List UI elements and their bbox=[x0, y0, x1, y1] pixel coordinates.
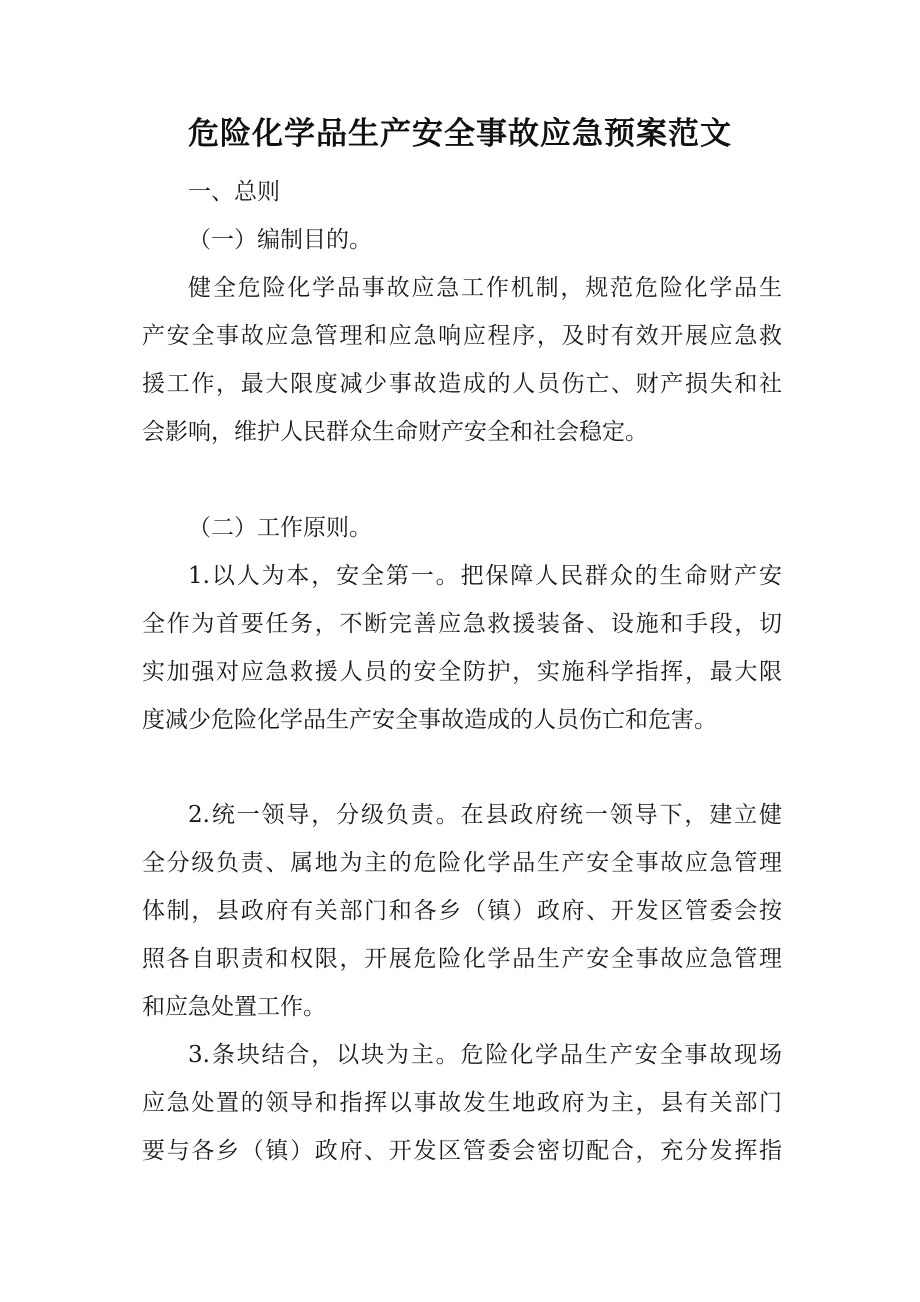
principle-2-line: 全分级负责、属地为主的危险化学品生产安全事故应急管理 bbox=[142, 850, 782, 876]
paragraph-purpose-line: 产安全事故应急管理和应急响应程序，及时有效开展应急救 bbox=[142, 323, 782, 349]
principle-2-line: 2.统一领导，分级负责。在县政府统一领导下，建立健 bbox=[188, 802, 782, 828]
principle-2-line: 照各自职责和权限，开展危险化学品生产安全事故应急管理 bbox=[142, 946, 782, 972]
paragraph-purpose-line: 援工作，最大限度减少事故造成的人员伤亡、财产损失和社 bbox=[142, 371, 782, 397]
principle-1-line: 全作为首要任务，不断完善应急救援装备、设施和手段，切 bbox=[142, 611, 782, 637]
principle-1-line: 实加强对应急救援人员的安全防护，实施科学指挥，最大限 bbox=[142, 659, 782, 685]
principle-2-line: 体制，县政府有关部门和各乡（镇）政府、开发区管委会按 bbox=[142, 898, 782, 924]
principle-2-line: 和应急处置工作。 bbox=[142, 994, 326, 1020]
principle-3-line: 要与各乡（镇）政府、开发区管委会密切配合，充分发挥指 bbox=[142, 1138, 782, 1164]
paragraph-purpose-line: 健全危险化学品事故应急工作机制，规范危险化学品生 bbox=[188, 275, 782, 301]
document-title: 危险化学品生产安全事故应急预案范文 bbox=[188, 116, 732, 152]
paragraph-purpose-line: 会影响，维护人民群众生命财产安全和社会稳定。 bbox=[142, 419, 648, 445]
principle-3-line: 应急处置的领导和指挥以事故发生地政府为主，县有关部门 bbox=[142, 1090, 782, 1116]
section-heading-general: 一、总则 bbox=[188, 179, 280, 205]
principle-1-line: 1.以人为本，安全第一。把保障人民群众的生命财产安 bbox=[188, 563, 782, 589]
principle-1-line: 度减少危险化学品生产安全事故造成的人员伤亡和危害。 bbox=[142, 707, 717, 733]
subsection-heading-principles: （二）工作原则。 bbox=[188, 515, 372, 541]
principle-3-line: 3.条块结合，以块为主。危险化学品生产安全事故现场 bbox=[188, 1042, 782, 1068]
subsection-heading-purpose: （一）编制目的。 bbox=[188, 227, 372, 253]
